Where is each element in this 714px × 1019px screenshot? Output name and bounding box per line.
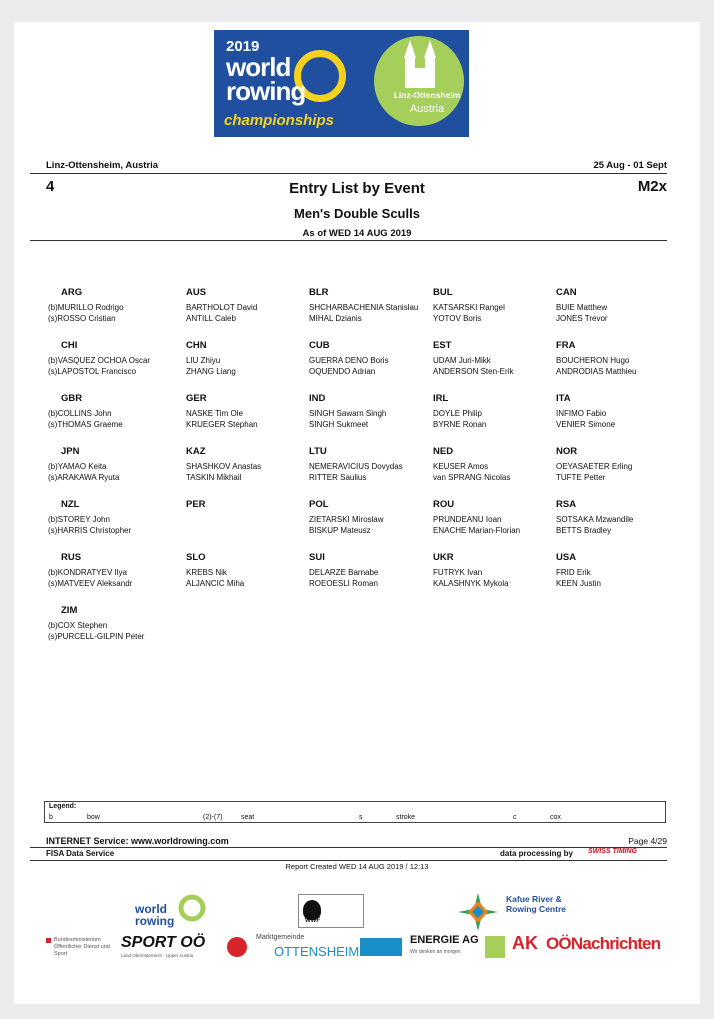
championship-logo: [214, 30, 469, 137]
nation-code: FRA: [556, 340, 576, 351]
legend-box: [44, 801, 666, 823]
race-number: 4: [46, 178, 55, 195]
sponsor-oon: [546, 934, 668, 960]
nation-code: CHI: [61, 340, 78, 351]
ottensheim-text: OTTENSHEIM: [274, 944, 360, 959]
sponsor-world-rowing: [135, 893, 210, 931]
event-dates: 25 Aug - 01 Sept: [593, 160, 667, 171]
crew-member-name: ANDRODIAS Matthieu: [556, 367, 637, 376]
header-divider: [30, 173, 667, 174]
nation-code: BUL: [433, 287, 453, 298]
page-title: Entry List by Event: [289, 180, 425, 197]
crew-member-name: (s)PURCELL-GILPIN Peter: [48, 632, 145, 641]
legend-code: s: [359, 814, 363, 821]
nation-code: JPN: [61, 446, 80, 457]
crew-member-name: BUIE Matthew: [556, 303, 608, 312]
ak-text: AK: [512, 933, 538, 953]
nation-code: CAN: [556, 287, 577, 298]
nation-code: ITA: [556, 393, 571, 404]
nation-code: IRL: [433, 393, 449, 404]
nation-code: SUI: [309, 552, 325, 563]
crew-member-name: MIHAL Dzianis: [309, 314, 362, 323]
sponsor-wwf: [298, 894, 364, 928]
bundesministerium-text: Bundesministerium Öffentlicher Dienst und Sport: [54, 937, 110, 957]
nation-code: USA: [556, 552, 577, 563]
legend-label: seat: [241, 814, 255, 821]
crew-member-name: KREBS Nik: [186, 568, 227, 577]
nation-code: EST: [433, 340, 452, 351]
crew-member-name: DOYLE Philip: [433, 409, 482, 418]
crew-member-name: (b)STOREY John: [48, 515, 110, 524]
sport-ooe-subtext: Land Oberösterreich · Upper Austria: [121, 953, 194, 958]
legend-code: (2)-(7): [203, 814, 223, 821]
footer-divider: [30, 847, 667, 848]
logo-word-1: world: [226, 52, 291, 82]
fisa-data-service: FISA Data Service: [46, 849, 115, 858]
nation-code: NOR: [556, 446, 578, 457]
crew-member-name: (s)THOMAS Graeme: [48, 420, 123, 429]
oon-text: OÖNachrichten: [546, 934, 661, 953]
crew-member-name: DELARZE Barnabe: [309, 568, 379, 577]
crew-member-name: FRID Erik: [556, 568, 591, 577]
energie-ag-subtext: Wir denken an morgen: [410, 949, 461, 955]
crew-member-name: SHASHKOV Anastas: [186, 462, 262, 471]
nation-code: POL: [309, 499, 329, 510]
sponsor-red-badge-icon: [227, 937, 247, 957]
venue-location: Linz-Ottensheim, Austria: [46, 160, 159, 171]
crew-member-name: KEEN Justin: [556, 579, 601, 588]
crew-member-name: (b)COX Stephen: [48, 621, 108, 630]
crew-member-name: PRUNDEANU Ioan: [433, 515, 502, 524]
crew-member-name: RITTER Saulius: [309, 473, 367, 482]
logo-city: Linz-Ottensheim: [393, 90, 461, 100]
crew-member-name: SINGH Sukmeet: [309, 420, 369, 429]
sport-ooe-text: SPORT OÖ: [121, 934, 206, 951]
sponsor-sport-ooe: [121, 934, 219, 962]
sponsor-energie-ag: [410, 934, 478, 960]
nation-code: ROU: [433, 499, 455, 510]
footer-divider-bottom: [30, 860, 667, 861]
crew-member-name: ROEOESLI Roman: [309, 579, 378, 588]
nation-code: CUB: [309, 340, 330, 351]
crew-member-name: (b)MURILLO Rodrigo: [48, 303, 124, 312]
nation-code: NED: [433, 446, 454, 457]
crew-member-name: (s)ROSSO Cristian: [48, 314, 116, 323]
nation-code: NZL: [61, 499, 80, 510]
data-processing: data processing by: [500, 849, 573, 858]
crew-member-name: ALJANCIC Miha: [186, 579, 245, 588]
crew-member-name: BYRNE Ronan: [433, 420, 487, 429]
marktgemeinde-text: Marktgemeinde: [256, 934, 305, 941]
legend-title: Legend:: [49, 803, 77, 810]
energie-ag-text: ENERGIE AG: [410, 934, 479, 946]
cathedral-icon: [402, 40, 442, 90]
nation-code: GER: [186, 393, 207, 404]
logo-word-2: rowing: [226, 76, 306, 106]
crew-member-name: (s)HARRIS Christopher: [48, 526, 132, 535]
header-divider-bottom: [30, 240, 667, 241]
crew-member-name: (b)YAMAO Keita: [48, 462, 107, 471]
nation-code: SLO: [186, 552, 206, 563]
nation-code: ZIM: [61, 605, 78, 616]
crew-member-name: NASKE Tim Ole: [186, 409, 243, 418]
logo-country: Austria: [409, 103, 445, 115]
legend-label: cox: [550, 814, 561, 821]
crew-member-name: GUERRA DENO Boris: [309, 356, 389, 365]
crew-member-name: INFIMO Fabio: [556, 409, 607, 418]
nation-code: IND: [309, 393, 326, 404]
sponsor-ak: [512, 933, 542, 961]
crew-member-name: TUFTE Petter: [556, 473, 606, 482]
crew-member-name: KALASHNYK Mykola: [433, 579, 509, 588]
event-name: Men's Double Sculls: [294, 206, 420, 221]
nation-code: PER: [186, 499, 206, 510]
crew-member-name: OEYASAETER Erling: [556, 462, 633, 471]
sponsor-ottensheim: [256, 934, 360, 962]
crew-member-name: (s)ARAKAWA Ryuta: [48, 473, 120, 482]
wwf-panda-icon: [303, 900, 321, 920]
crew-member-name: SOTSAKA Mzwandile: [556, 515, 634, 524]
event-code: M2x: [637, 178, 667, 195]
crew-member-name: KRUEGER Stephan: [186, 420, 258, 429]
crew-member-name: OQUENDO Adrian: [309, 367, 376, 376]
wwf-text: WWF: [305, 918, 320, 924]
crew-member-name: KATSARSKI Rangel: [433, 303, 505, 312]
nation-code: CHN: [186, 340, 207, 351]
crew-member-name: SINGH Sawarn Singh: [309, 409, 387, 418]
page-number: Page 4/29: [628, 836, 667, 846]
crew-member-name: VENIER Simone: [556, 420, 616, 429]
crew-member-name: (b)KONDRATYEV Ilya: [48, 568, 127, 577]
austria-flag-icon: [46, 938, 51, 943]
nation-code: AUS: [186, 287, 207, 298]
as-of-date: As of WED 14 AUG 2019: [302, 228, 412, 239]
crew-member-name: NEMERAVICIUS Dovydas: [309, 462, 403, 471]
crew-member-name: (s)LAPOSTOL Francisco: [48, 367, 137, 376]
crew-member-name: (b)VASQUEZ OCHOA Oscar: [48, 356, 151, 365]
legend-code: b: [49, 814, 53, 821]
crew-member-name: SHCHARBACHENIA Stanislau: [309, 303, 419, 312]
sponsor-kafue: [458, 893, 578, 931]
nation-code: KAZ: [186, 446, 206, 457]
crew-member-name: BETTS Bradley: [556, 526, 612, 535]
crew-member-name: KEUSER Amos: [433, 462, 489, 471]
nation-code: RUS: [61, 552, 82, 563]
nation-code: UKR: [433, 552, 454, 563]
crew-member-name: BOUCHERON Hugo: [556, 356, 630, 365]
world-rowing-text: world rowing: [135, 902, 175, 928]
logo-word-3: championships: [224, 112, 335, 129]
legend-label: bow: [87, 814, 100, 821]
nation-code: ARG: [61, 287, 83, 298]
legend-label: stroke: [396, 814, 416, 821]
crew-member-name: (b)COLLINS John: [48, 409, 112, 418]
crew-member-name: ENACHE Marian-Florian: [433, 526, 521, 535]
crew-member-name: UDAM Juri-Mikk: [433, 356, 491, 365]
crew-member-name: ANDERSON Sten-Erik: [433, 367, 514, 376]
nation-code: RSA: [556, 499, 577, 510]
crew-member-name: ZHANG Liang: [186, 367, 236, 376]
crew-member-name: YOTOV Boris: [433, 314, 482, 323]
crew-member-name: (s)MATVEEV Aleksandr: [48, 579, 133, 588]
crew-member-name: van SPRANG Nicolas: [433, 473, 511, 482]
sponsor-green-box-icon: [485, 936, 505, 958]
crew-member-name: BISKUP Mateusz: [309, 526, 371, 535]
crew-member-name: FUTRYK Ivan: [433, 568, 483, 577]
nation-code: BLR: [309, 287, 329, 298]
crew-member-name: LIU Zhiyu: [186, 356, 221, 365]
crew-member-name: BARTHOLOT David: [186, 303, 258, 312]
crew-member-name: ZIETARSKI Miroslaw: [309, 515, 384, 524]
nation-code: LTU: [309, 446, 327, 457]
nation-code: GBR: [61, 393, 83, 404]
internet-service: INTERNET Service: www.worldrowing.com: [46, 836, 229, 846]
sponsor-blue-box-icon: [360, 938, 402, 956]
crew-member-name: TASKIN Mikhail: [186, 473, 242, 482]
crew-member-name: JONES Trevor: [556, 314, 608, 323]
sponsor-bundesministerium: [46, 937, 118, 961]
swiss-timing-logo: SWISS TIMING: [588, 848, 637, 855]
kafue-text: Kafue River & Rowing Centre: [506, 894, 566, 914]
logo-year: 2019: [226, 38, 260, 55]
legend-code: c: [513, 814, 517, 821]
kafue-star-icon: [458, 893, 498, 931]
crew-member-name: ANTILL Caleb: [186, 314, 236, 323]
report-created: Report Created WED 14 AUG 2019 / 12:13: [285, 862, 429, 871]
